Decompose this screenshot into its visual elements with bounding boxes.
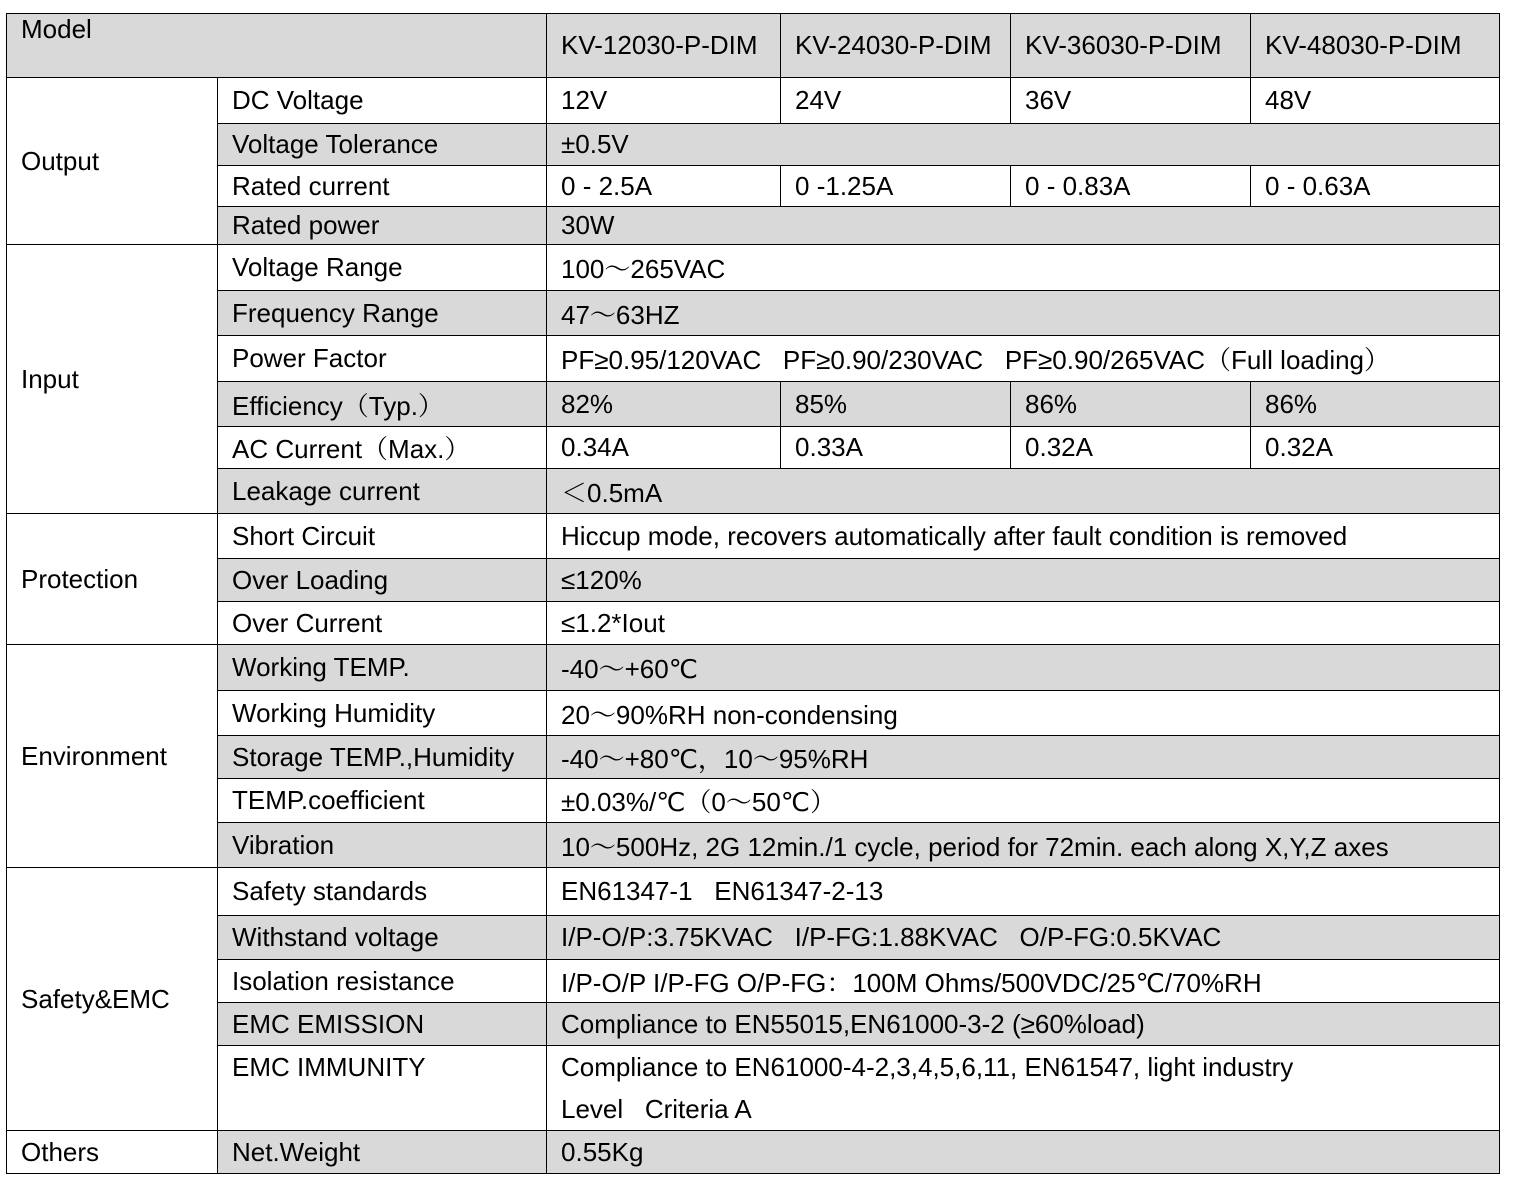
- value-cell: Hiccup mode, recovers automatically after fault condition is removed: [547, 514, 1500, 559]
- row-safety-standards: [7, 868, 1500, 916]
- value-cell: 86%: [1251, 382, 1500, 427]
- value-cell: 0 - 0.63A: [1251, 166, 1500, 207]
- row-short-circuit: [7, 514, 1500, 559]
- param-label: Frequency Range: [218, 291, 547, 336]
- row-leakage-current: [7, 469, 1500, 514]
- row-dc-voltage: [7, 78, 1500, 124]
- row-over-loading: [7, 559, 1500, 602]
- value-cell: I/P-O/P I/P-FG O/P-FG：100M Ohms/500VDC/25℃/70%RH: [547, 960, 1500, 1003]
- param-label: Working Humidity: [218, 691, 547, 736]
- value-cell: 0.32A: [1251, 427, 1500, 469]
- param-label: TEMP.coefficient: [218, 779, 547, 823]
- row-emc-emission: [7, 1003, 1500, 1046]
- row-rated-current: [7, 166, 1500, 207]
- param-label: Leakage current: [218, 469, 547, 514]
- row-isolation-resistance: [7, 960, 1500, 1003]
- value-cell: ≤1.2*Iout: [547, 602, 1500, 645]
- value-cell: ≤120%: [547, 559, 1500, 602]
- value-cell: 85%: [781, 382, 1011, 427]
- value-cell: 36V: [1011, 78, 1251, 124]
- value-cell: 0.33A: [781, 427, 1011, 469]
- param-label: Voltage Tolerance: [218, 124, 547, 166]
- row-temp-coefficient: [7, 779, 1500, 823]
- value-cell: 0.55Kg: [547, 1131, 1500, 1174]
- param-label: Short Circuit: [218, 514, 547, 559]
- category-output: Output: [7, 78, 218, 245]
- emc-immunity-line-2: Level Criteria A: [561, 1094, 752, 1124]
- row-withstand-voltage: [7, 916, 1500, 960]
- param-label: Working TEMP.: [218, 645, 547, 691]
- row-rated-power: [7, 207, 1500, 245]
- param-label: Safety standards: [218, 868, 547, 916]
- value-cell: 82%: [547, 382, 781, 427]
- value-cell: 86%: [1011, 382, 1251, 427]
- param-label: AC Current（Max.）: [218, 427, 547, 469]
- row-power-factor: [7, 336, 1500, 382]
- value-cell: 100～265VAC: [547, 245, 1500, 291]
- param-label: Power Factor: [218, 336, 547, 382]
- value-cell: 12V: [547, 78, 781, 124]
- emc-immunity-line-1: Compliance to EN61000-4-2,3,4,5,6,11, EN61547, light industry: [561, 1052, 1294, 1082]
- spec-table: [6, 13, 1500, 1174]
- value-cell: ＜0.5mA: [547, 469, 1500, 514]
- row-working-humidity: [7, 691, 1500, 736]
- param-label: EMC IMMUNITY: [218, 1046, 547, 1131]
- row-net-weight: [7, 1131, 1500, 1174]
- value-cell: 20～90%RH non-condensing: [547, 691, 1500, 736]
- category-protection: Protection: [7, 514, 218, 645]
- value-cell: 0.32A: [1011, 427, 1251, 469]
- category-safety-emc: Safety&EMC: [7, 868, 218, 1131]
- category-others: Others: [7, 1131, 218, 1174]
- value-cell: PF≥0.95/120VAC PF≥0.90/230VAC PF≥0.90/265VAC（Full loading）: [547, 336, 1500, 382]
- param-label: DC Voltage: [218, 78, 547, 124]
- value-cell: 24V: [781, 78, 1011, 124]
- param-label: Isolation resistance: [218, 960, 547, 1003]
- param-label: Over Loading: [218, 559, 547, 602]
- header-row: [7, 14, 1500, 78]
- param-label: Voltage Range: [218, 245, 547, 291]
- category-input: Input: [7, 245, 218, 514]
- param-label: Rated power: [218, 207, 547, 245]
- model-label: Model: [7, 14, 547, 78]
- value-cell: ±0.5V: [547, 124, 1500, 166]
- row-voltage-range: [7, 245, 1500, 291]
- model-name-4: KV-48030-P-DIM: [1251, 14, 1500, 78]
- value-cell: 0.34A: [547, 427, 781, 469]
- value-cell: 0 -1.25A: [781, 166, 1011, 207]
- value-cell: I/P-O/P:3.75KVAC I/P-FG:1.88KVAC O/P-FG:0.5KVAC: [547, 916, 1500, 960]
- value-cell: EN61347-1 EN61347-2-13: [547, 868, 1500, 916]
- row-ac-current: [7, 427, 1500, 469]
- value-cell: [547, 1046, 1500, 1131]
- param-label: Efficiency（Typ.）: [218, 382, 547, 427]
- model-name-2: KV-24030-P-DIM: [781, 14, 1011, 78]
- param-label: EMC EMISSION: [218, 1003, 547, 1046]
- row-working-temp: [7, 645, 1500, 691]
- row-over-current: [7, 602, 1500, 645]
- value-cell: 10～500Hz, 2G 12min./1 cycle, period for 72min. each along X,Y,Z axes: [547, 823, 1500, 868]
- value-cell: 48V: [1251, 78, 1500, 124]
- category-environment: Environment: [7, 645, 218, 868]
- value-cell: -40～+80℃，10～95%RH: [547, 736, 1500, 779]
- param-label: Over Current: [218, 602, 547, 645]
- value-cell: 47～63HZ: [547, 291, 1500, 336]
- value-cell: -40～+60℃: [547, 645, 1500, 691]
- value-cell: 0 - 0.83A: [1011, 166, 1251, 207]
- model-name-1: KV-12030-P-DIM: [547, 14, 781, 78]
- param-label: Withstand voltage: [218, 916, 547, 960]
- param-label: Net.Weight: [218, 1131, 547, 1174]
- row-efficiency: [7, 382, 1500, 427]
- row-vibration: [7, 823, 1500, 868]
- row-storage: [7, 736, 1500, 779]
- row-emc-immunity: [7, 1046, 1500, 1131]
- value-cell: Compliance to EN55015,EN61000-3-2 (≥60%load): [547, 1003, 1500, 1046]
- value-cell: ±0.03%/℃（0～50℃）: [547, 779, 1500, 823]
- row-voltage-tolerance: [7, 124, 1500, 166]
- model-name-3: KV-36030-P-DIM: [1011, 14, 1251, 78]
- param-label: Storage TEMP.,Humidity: [218, 736, 547, 779]
- param-label: Rated current: [218, 166, 547, 207]
- value-cell: 30W: [547, 207, 1500, 245]
- row-frequency-range: [7, 291, 1500, 336]
- param-label: Vibration: [218, 823, 547, 868]
- value-cell: 0 - 2.5A: [547, 166, 781, 207]
